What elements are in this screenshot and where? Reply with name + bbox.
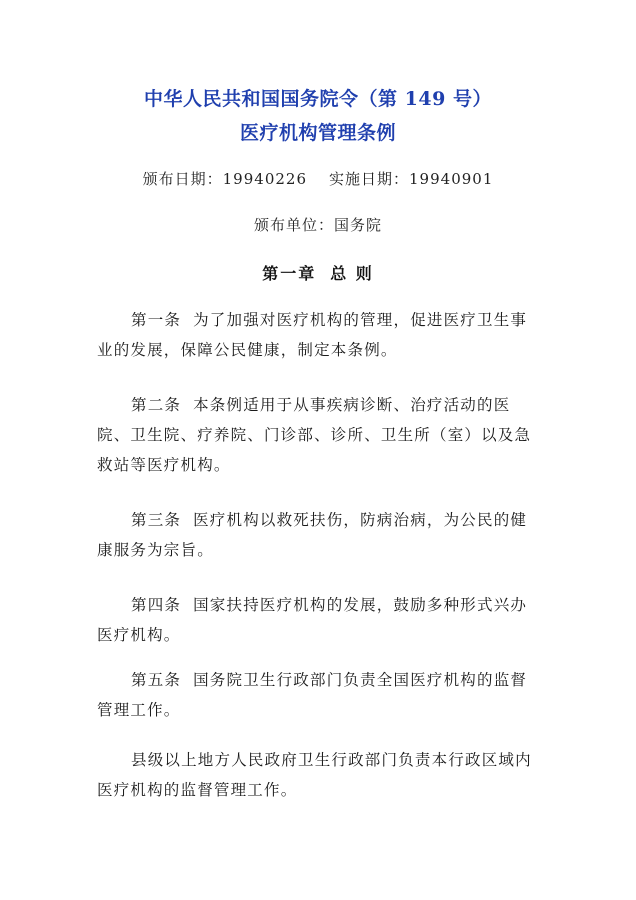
- article-text: 国家扶持医疗机构的发展，鼓励多种形式兴办医疗机构。: [97, 596, 528, 644]
- date-line: [0, 168, 636, 189]
- promulgation-date: 19940226: [222, 170, 307, 188]
- chapter-name: 总 则: [330, 264, 374, 283]
- article-3: [97, 505, 537, 565]
- article-text: 本条例适用于从事疾病诊断、治疗活动的医院、卫生院、疗养院、门诊部、诊所、卫生所（室）以及急救站等医疗机构。: [97, 396, 532, 474]
- article-text: 医疗机构以救死扶伤，防病治病，为公民的健康服务为宗旨。: [97, 511, 528, 559]
- article-number: 第四条: [131, 596, 182, 614]
- article-5: [97, 665, 537, 725]
- article-1: [97, 305, 537, 365]
- article-text: 国务院卫生行政部门负责全国医疗机构的监督管理工作。: [97, 671, 528, 719]
- article-4: [97, 590, 537, 650]
- promulgation-label: 颁布日期：: [142, 170, 223, 188]
- chapter-heading: [0, 261, 636, 284]
- article-number: 第三条: [131, 511, 182, 529]
- article-number: 第一条: [131, 311, 182, 329]
- decree-title: 中华人民共和国国务院令（第 149 号）: [144, 88, 492, 110]
- article-5-paragraph-2: [97, 745, 537, 805]
- issuer-label: 颁布单位：: [253, 216, 334, 234]
- article-number: 第二条: [131, 396, 182, 414]
- effective-date: 19940901: [409, 170, 494, 188]
- regulation-title: 医疗机构管理条例: [239, 122, 396, 144]
- article-text: 为了加强对医疗机构的管理，促进医疗卫生事业的发展，保障公民健康，制定本条例。: [97, 311, 528, 359]
- article-number: 第五条: [131, 671, 182, 689]
- chapter-number: 第一章: [262, 264, 317, 283]
- article-text: 县级以上地方人民政府卫生行政部门负责本行政区域内医疗机构的监督管理工作。: [97, 751, 532, 799]
- issuer-value: 国务院: [334, 216, 383, 234]
- effective-label: 实施日期：: [329, 170, 410, 188]
- article-2: [97, 390, 537, 480]
- issuer-line: [0, 214, 636, 235]
